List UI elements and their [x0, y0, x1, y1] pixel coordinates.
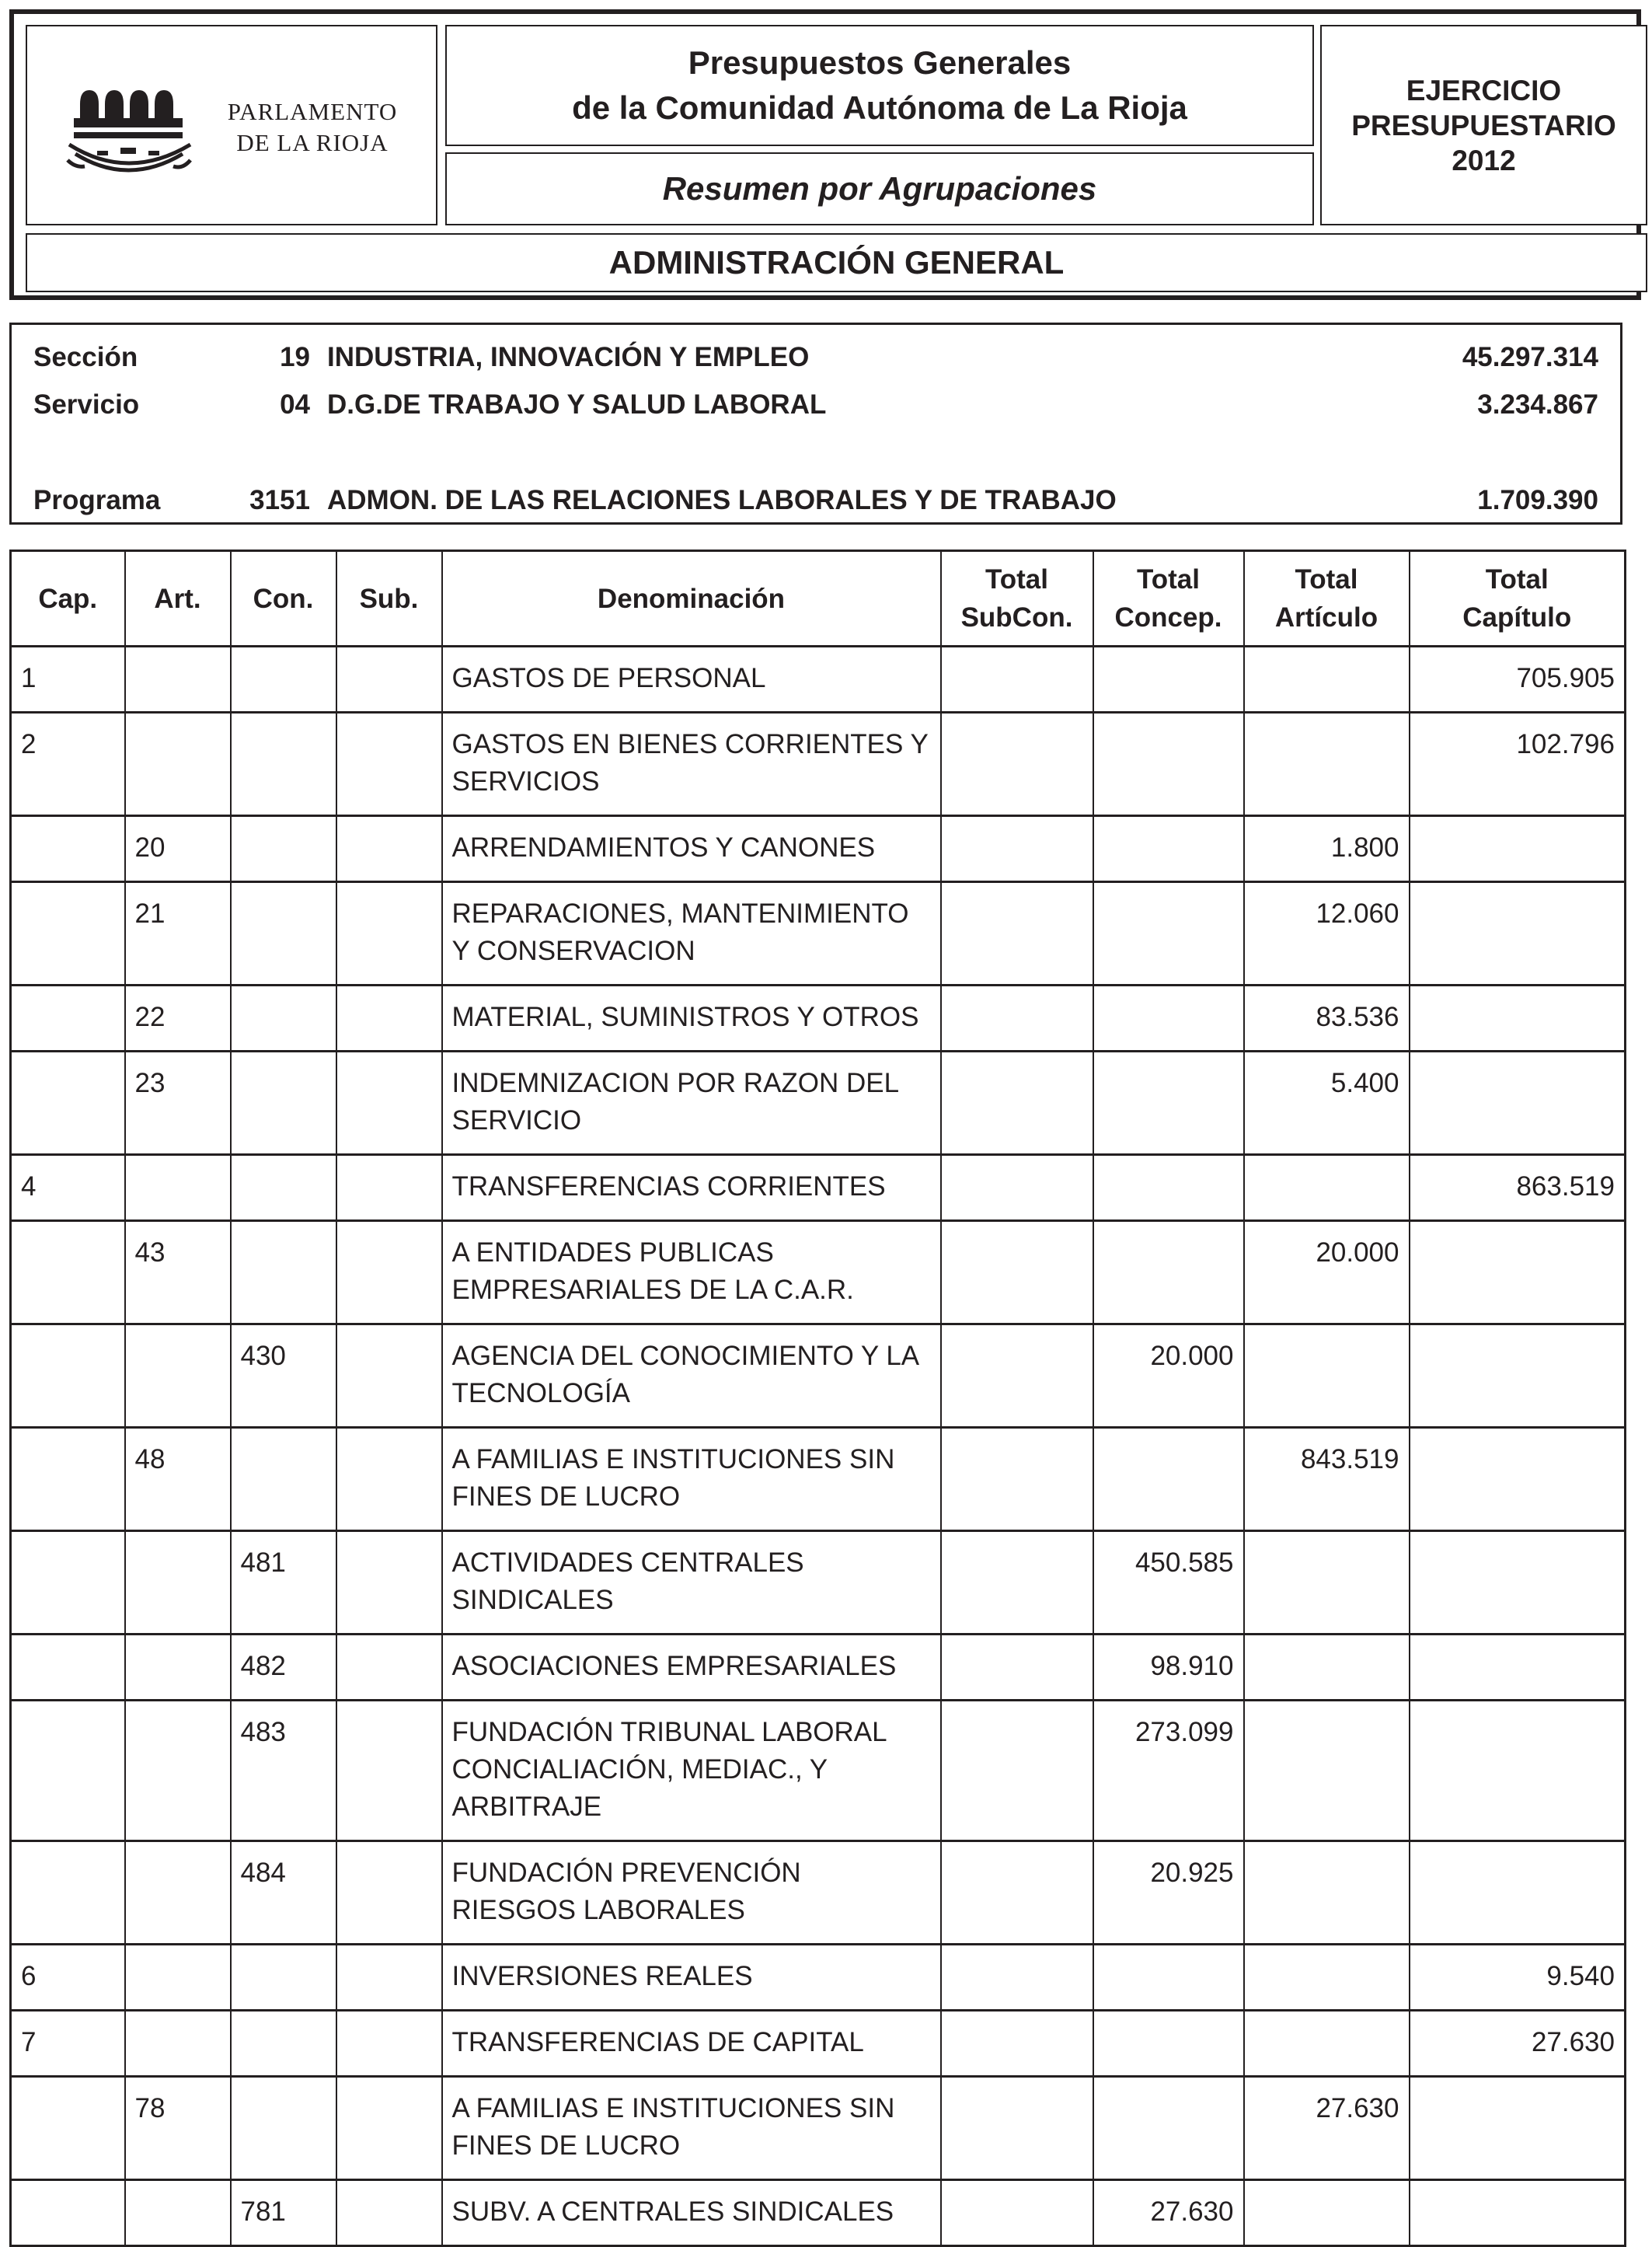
cell-sub	[336, 1052, 442, 1155]
cell-con: 481	[231, 1531, 336, 1635]
cell-con: 482	[231, 1635, 336, 1701]
cell-cap: 2	[11, 713, 125, 816]
cell-total-subcon	[941, 1155, 1093, 1221]
col-header-total-subcon-line1: Total	[985, 564, 1048, 595]
document-subtitle-box	[445, 152, 1314, 225]
cell-total-concep	[1093, 2077, 1244, 2180]
cell-total-subcon	[941, 1701, 1093, 1841]
programa-code: 3151	[249, 485, 310, 515]
seccion-code: 19	[280, 342, 310, 372]
cell-art: 22	[125, 986, 231, 1052]
table-row	[11, 1428, 1626, 1531]
cell-cap: 7	[11, 2011, 125, 2077]
cell-con	[231, 713, 336, 816]
col-header-total-capitulo	[1410, 551, 1626, 647]
servicio-row	[12, 389, 1620, 424]
cell-sub	[336, 2077, 442, 2180]
cell-total-subcon	[941, 2077, 1093, 2180]
cell-sub	[336, 986, 442, 1052]
cell-cap: 4	[11, 1155, 125, 1221]
cell-cap	[11, 882, 125, 986]
cell-total-capitulo	[1410, 986, 1626, 1052]
cell-total-capitulo	[1410, 1052, 1626, 1155]
table-row	[11, 882, 1626, 986]
document-title-line-2: de la Comunidad Autónoma de La Rioja	[572, 89, 1187, 126]
programa-row	[12, 485, 1620, 519]
seccion-name: INDUSTRIA, INNOVACIÓN Y EMPLEO	[327, 342, 810, 372]
cell-total-concep: 20.925	[1093, 1841, 1244, 1945]
cell-total-concep: 98.910	[1093, 1635, 1244, 1701]
cell-total-concep	[1093, 816, 1244, 882]
cell-denominacion: TRANSFERENCIAS CORRIENTES	[442, 1155, 941, 1221]
cell-total-subcon	[941, 713, 1093, 816]
table-row	[11, 1324, 1626, 1428]
fiscal-year-label-1: EJERCICIO	[1406, 74, 1562, 106]
cell-total-capitulo: 9.540	[1410, 1945, 1626, 2011]
table-row	[11, 1945, 1626, 2011]
cell-total-articulo	[1244, 1324, 1410, 1428]
document-title-box	[445, 25, 1314, 146]
cell-art	[125, 1324, 231, 1428]
cell-art	[125, 1635, 231, 1701]
cell-total-subcon	[941, 2180, 1093, 2246]
cell-total-concep: 27.630	[1093, 2180, 1244, 2246]
col-header-total-concep	[1093, 551, 1244, 647]
col-header-total-articulo	[1244, 551, 1410, 647]
cell-con	[231, 1221, 336, 1324]
cell-sub	[336, 1221, 442, 1324]
table-row	[11, 1635, 1626, 1701]
cell-total-concep	[1093, 647, 1244, 713]
cell-sub	[336, 816, 442, 882]
cell-sub	[336, 713, 442, 816]
cell-sub	[336, 2180, 442, 2246]
cell-sub	[336, 1428, 442, 1531]
table-row	[11, 2011, 1626, 2077]
cell-total-concep	[1093, 1221, 1244, 1324]
seccion-row	[12, 342, 1620, 376]
cell-con	[231, 1428, 336, 1531]
cell-con	[231, 2077, 336, 2180]
budget-table	[9, 550, 1626, 2247]
col-header-con: Con.	[231, 551, 336, 647]
cell-cap	[11, 1635, 125, 1701]
parliament-logo-box	[26, 25, 437, 225]
table-row	[11, 1701, 1626, 1841]
cell-denominacion: FUNDACIÓN TRIBUNAL LABORAL CONCIALIACIÓN, MEDIAC., Y ARBITRAJE	[442, 1701, 941, 1841]
programa-name: ADMON. DE LAS RELACIONES LABORALES Y DE TRABAJO	[327, 485, 1117, 515]
cell-sub	[336, 647, 442, 713]
cell-total-concep	[1093, 1052, 1244, 1155]
cell-total-subcon	[941, 1428, 1093, 1531]
cell-total-concep	[1093, 1155, 1244, 1221]
cell-con: 483	[231, 1701, 336, 1841]
cell-total-subcon	[941, 1945, 1093, 2011]
col-header-total-concep-line2: Concep.	[1114, 602, 1222, 633]
cell-sub	[336, 2011, 442, 2077]
table-row	[11, 2077, 1626, 2180]
cell-art	[125, 1945, 231, 2011]
cell-total-capitulo	[1410, 1221, 1626, 1324]
cell-total-capitulo	[1410, 1701, 1626, 1841]
cell-total-articulo	[1244, 1155, 1410, 1221]
cell-sub	[336, 1635, 442, 1701]
cell-con: 484	[231, 1841, 336, 1945]
cell-total-concep: 450.585	[1093, 1531, 1244, 1635]
cell-art: 78	[125, 2077, 231, 2180]
cell-con	[231, 647, 336, 713]
cell-total-capitulo	[1410, 1428, 1626, 1531]
document-title-line-1: Presupuestos Generales	[688, 44, 1072, 81]
budget-section-info	[9, 323, 1622, 525]
cell-total-capitulo: 27.630	[1410, 2011, 1626, 2077]
table-row	[11, 1221, 1626, 1324]
cell-denominacion: FUNDACIÓN PREVENCIÓN RIESGOS LABORALES	[442, 1841, 941, 1945]
cell-denominacion: GASTOS EN BIENES CORRIENTES Y SERVICIOS	[442, 713, 941, 816]
cell-total-subcon	[941, 1221, 1093, 1324]
cell-total-articulo	[1244, 1841, 1410, 1945]
cell-total-concep	[1093, 986, 1244, 1052]
cell-art	[125, 1155, 231, 1221]
cell-total-concep: 273.099	[1093, 1701, 1244, 1841]
col-header-total-capitulo-line1: Total	[1485, 564, 1549, 595]
table-header-row	[11, 551, 1626, 647]
cell-sub	[336, 1701, 442, 1841]
cell-total-capitulo	[1410, 1841, 1626, 1945]
cell-art: 48	[125, 1428, 231, 1531]
cell-total-articulo	[1244, 713, 1410, 816]
cell-denominacion: ASOCIACIONES EMPRESARIALES	[442, 1635, 941, 1701]
cell-cap	[11, 1428, 125, 1531]
table-body	[11, 647, 1626, 2246]
cell-denominacion: ARRENDAMIENTOS Y CANONES	[442, 816, 941, 882]
cell-denominacion: MATERIAL, SUMINISTROS Y OTROS	[442, 986, 941, 1052]
cell-cap: 6	[11, 1945, 125, 2011]
cell-sub	[336, 1945, 442, 2011]
cell-total-subcon	[941, 1841, 1093, 1945]
cell-total-subcon	[941, 1531, 1093, 1635]
cell-total-articulo	[1244, 1945, 1410, 2011]
cell-total-concep	[1093, 2011, 1244, 2077]
fiscal-year-box	[1320, 25, 1647, 225]
col-header-art: Art.	[125, 551, 231, 647]
seccion-amount: 45.297.314	[1462, 342, 1598, 372]
cell-cap	[11, 1531, 125, 1635]
cell-total-articulo	[1244, 2180, 1410, 2246]
col-header-total-subcon	[941, 551, 1093, 647]
cell-total-articulo: 843.519	[1244, 1428, 1410, 1531]
seccion-label: Sección	[33, 342, 138, 372]
cell-total-capitulo: 705.905	[1410, 647, 1626, 713]
cell-art	[125, 1841, 231, 1945]
col-header-denominacion: Denominación	[442, 551, 941, 647]
cell-total-subcon	[941, 1052, 1093, 1155]
cell-total-concep	[1093, 1945, 1244, 2011]
cell-total-capitulo	[1410, 2180, 1626, 2246]
cell-cap	[11, 1324, 125, 1428]
table-row	[11, 1155, 1626, 1221]
fiscal-year-value: 2012	[1452, 144, 1516, 176]
cell-total-capitulo	[1410, 1531, 1626, 1635]
cell-art	[125, 647, 231, 713]
cell-total-subcon	[941, 882, 1093, 986]
cell-cap	[11, 2180, 125, 2246]
cell-total-capitulo: 102.796	[1410, 713, 1626, 816]
cell-art	[125, 2180, 231, 2246]
cell-total-articulo: 83.536	[1244, 986, 1410, 1052]
cell-art	[125, 713, 231, 816]
cell-art: 43	[125, 1221, 231, 1324]
servicio-amount: 3.234.867	[1477, 389, 1598, 420]
cell-cap: 1	[11, 647, 125, 713]
table-row	[11, 816, 1626, 882]
cell-con	[231, 816, 336, 882]
cell-total-articulo: 27.630	[1244, 2077, 1410, 2180]
cell-total-subcon	[941, 2011, 1093, 2077]
cell-sub	[336, 1324, 442, 1428]
cell-total-articulo	[1244, 1701, 1410, 1841]
cell-art: 23	[125, 1052, 231, 1155]
cell-cap	[11, 1052, 125, 1155]
table-row	[11, 1052, 1626, 1155]
table-row	[11, 1841, 1626, 1945]
cell-cap	[11, 986, 125, 1052]
cell-denominacion: SUBV. A CENTRALES SINDICALES	[442, 2180, 941, 2246]
cell-denominacion: AGENCIA DEL CONOCIMIENTO Y LA TECNOLOGÍA	[442, 1324, 941, 1428]
cell-cap	[11, 816, 125, 882]
cell-cap	[11, 1841, 125, 1945]
cell-art: 21	[125, 882, 231, 986]
parliament-name	[207, 96, 417, 159]
table-row	[11, 2180, 1626, 2246]
col-header-total-concep-line1: Total	[1136, 564, 1200, 595]
col-header-sub: Sub.	[336, 551, 442, 647]
programa-label: Programa	[33, 485, 161, 515]
cell-total-articulo: 5.400	[1244, 1052, 1410, 1155]
fiscal-year-label-2: PRESUPUESTARIO	[1351, 109, 1616, 141]
cell-total-concep	[1093, 882, 1244, 986]
cell-con	[231, 882, 336, 986]
cell-cap	[11, 1701, 125, 1841]
cell-denominacion: TRANSFERENCIAS DE CAPITAL	[442, 2011, 941, 2077]
col-header-total-articulo-line2: Artículo	[1274, 602, 1378, 633]
cell-total-concep: 20.000	[1093, 1324, 1244, 1428]
cell-con: 430	[231, 1324, 336, 1428]
cell-cap	[11, 2077, 125, 2180]
cell-denominacion: REPARACIONES, MANTENIMIENTO Y CONSERVACION	[442, 882, 941, 986]
col-header-total-subcon-line2: SubCon.	[960, 602, 1073, 633]
logo-line-1: PARLAMENTO	[227, 98, 398, 125]
cell-denominacion: ACTIVIDADES CENTRALES SINDICALES	[442, 1531, 941, 1635]
cell-denominacion: INDEMNIZACION POR RAZON DEL SERVICIO	[442, 1052, 941, 1155]
cell-total-articulo	[1244, 647, 1410, 713]
cell-total-capitulo	[1410, 882, 1626, 986]
cell-total-articulo	[1244, 1531, 1410, 1635]
col-header-cap: Cap.	[11, 551, 125, 647]
servicio-code: 04	[280, 389, 310, 420]
parliament-emblem-icon	[66, 73, 214, 182]
cell-total-capitulo	[1410, 1635, 1626, 1701]
cell-total-subcon	[941, 1324, 1093, 1428]
logo-line-2: DE LA RIOJA	[236, 129, 389, 156]
cell-con: 781	[231, 2180, 336, 2246]
cell-total-capitulo	[1410, 2077, 1626, 2180]
cell-total-subcon	[941, 647, 1093, 713]
cell-total-articulo	[1244, 2011, 1410, 2077]
servicio-name: D.G.DE TRABAJO Y SALUD LABORAL	[327, 389, 827, 420]
cell-denominacion: GASTOS DE PERSONAL	[442, 647, 941, 713]
document-subtitle: Resumen por Agrupaciones	[662, 170, 1097, 207]
servicio-label: Servicio	[33, 389, 140, 420]
cell-con	[231, 2011, 336, 2077]
cell-sub	[336, 1841, 442, 1945]
cell-total-subcon	[941, 1635, 1093, 1701]
cell-art	[125, 1531, 231, 1635]
cell-sub	[336, 882, 442, 986]
cell-cap	[11, 1221, 125, 1324]
col-header-total-capitulo-line2: Capítulo	[1462, 602, 1572, 633]
cell-sub	[336, 1155, 442, 1221]
cell-total-articulo	[1244, 1635, 1410, 1701]
col-header-total-articulo-line1: Total	[1295, 564, 1358, 595]
administration-title: ADMINISTRACIÓN GENERAL	[608, 244, 1065, 281]
cell-total-articulo: 1.800	[1244, 816, 1410, 882]
cell-con	[231, 1052, 336, 1155]
cell-total-articulo: 20.000	[1244, 1221, 1410, 1324]
table-row	[11, 1531, 1626, 1635]
table-row	[11, 647, 1626, 713]
cell-denominacion: A FAMILIAS E INSTITUCIONES SIN FINES DE LUCRO	[442, 2077, 941, 2180]
cell-total-concep	[1093, 1428, 1244, 1531]
cell-total-capitulo: 863.519	[1410, 1155, 1626, 1221]
table-row	[11, 713, 1626, 816]
cell-denominacion: INVERSIONES REALES	[442, 1945, 941, 2011]
document-header	[9, 9, 1641, 300]
table-row	[11, 986, 1626, 1052]
cell-total-subcon	[941, 816, 1093, 882]
cell-art: 20	[125, 816, 231, 882]
programa-amount: 1.709.390	[1477, 485, 1598, 515]
cell-denominacion: A FAMILIAS E INSTITUCIONES SIN FINES DE LUCRO	[442, 1428, 941, 1531]
administration-box	[26, 233, 1647, 292]
cell-con	[231, 1945, 336, 2011]
cell-total-subcon	[941, 986, 1093, 1052]
cell-total-capitulo	[1410, 816, 1626, 882]
cell-con	[231, 1155, 336, 1221]
cell-total-capitulo	[1410, 1324, 1626, 1428]
cell-art	[125, 1701, 231, 1841]
cell-art	[125, 2011, 231, 2077]
cell-sub	[336, 1531, 442, 1635]
cell-denominacion: A ENTIDADES PUBLICAS EMPRESARIALES DE LA C.A.R.	[442, 1221, 941, 1324]
cell-con	[231, 986, 336, 1052]
cell-total-articulo: 12.060	[1244, 882, 1410, 986]
cell-total-concep	[1093, 713, 1244, 816]
